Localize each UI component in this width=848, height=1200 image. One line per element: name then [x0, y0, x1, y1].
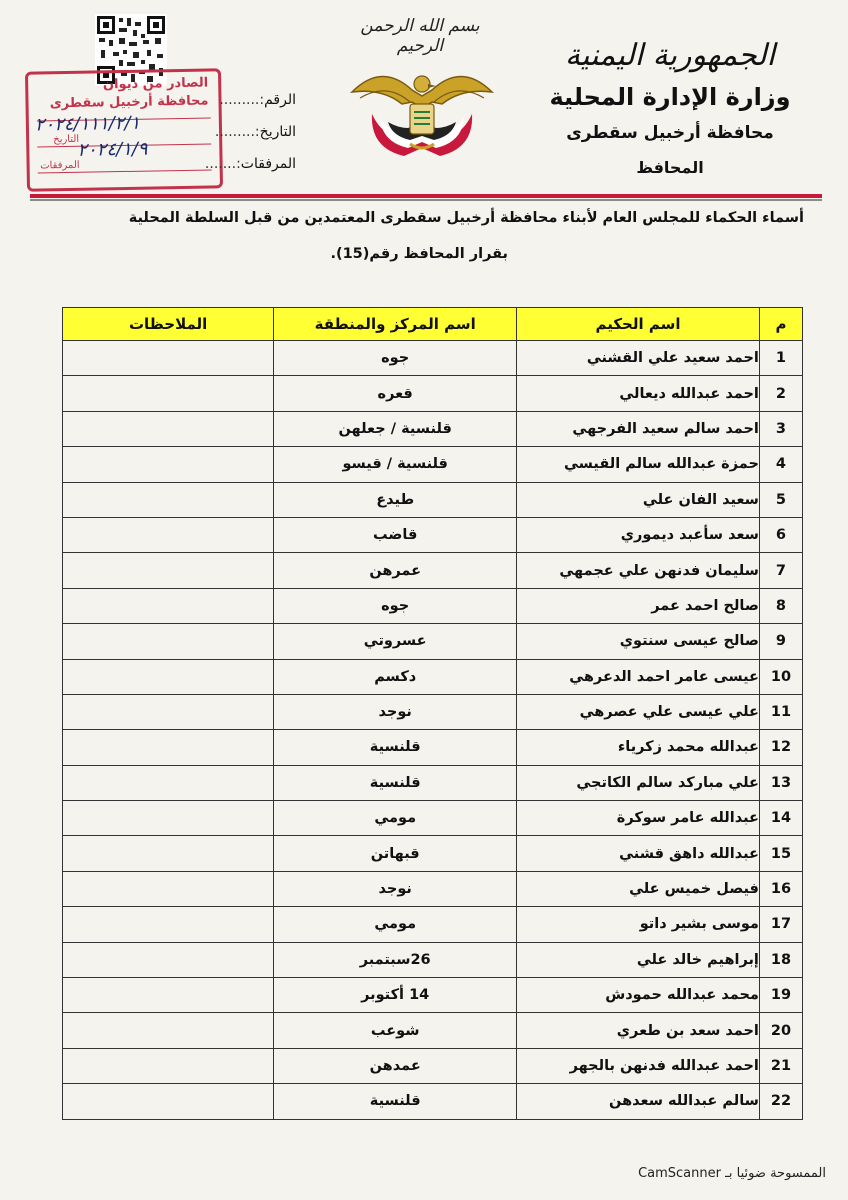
document-title: أسماء الحكماء للمجلس العام لأبناء محافظة أرخبيل سقطرى المعتمدين من قبل السلطة المحلية — [128, 210, 804, 226]
table-row — [63, 1084, 803, 1119]
notes-cell — [63, 624, 274, 659]
notes-cell — [63, 447, 274, 482]
notes-cell — [63, 482, 274, 517]
label-attachments: المرفقات:....... — [204, 156, 296, 172]
office-name: المحافظ — [636, 158, 704, 177]
elders-table — [62, 307, 803, 1120]
elder-name: احمد عبدالله ديعالي — [517, 376, 760, 411]
elder-name: عبدالله عامر سوكرة — [517, 801, 760, 836]
center-area: مومي — [274, 801, 517, 836]
row-number: 12 — [759, 730, 802, 765]
center-area: جوه — [274, 341, 517, 376]
elder-name: علي عيسى علي عصرهي — [517, 694, 760, 729]
center-area: قعره — [274, 376, 517, 411]
center-area: 26سبتمبر — [274, 942, 517, 977]
center-area: قلنسية / قيسو — [274, 447, 517, 482]
table-row — [63, 801, 803, 836]
ministry-name: وزارة الإدارة المحلية — [549, 83, 791, 111]
center-area: قلنسية — [274, 765, 517, 800]
elder-name: إبراهيم خالد علي — [517, 942, 760, 977]
table-row — [63, 588, 803, 623]
elder-name: صالح احمد عمر — [517, 588, 760, 623]
elder-name: عبدالله محمد زكرياء — [517, 730, 760, 765]
row-number: 9 — [759, 624, 802, 659]
row-number: 6 — [759, 517, 802, 552]
notes-cell — [63, 517, 274, 552]
stamp-line-2: محافظة أرخبيل سقطرى — [49, 93, 209, 112]
table-row — [63, 341, 803, 376]
row-number: 1 — [759, 341, 802, 376]
center-area: طيدع — [274, 482, 517, 517]
table-row — [63, 517, 803, 552]
notes-cell — [63, 411, 274, 446]
center-area: قلنسية — [274, 730, 517, 765]
eagle-emblem-icon — [332, 52, 512, 162]
table-row — [63, 730, 803, 765]
table-row — [63, 1048, 803, 1083]
stamp-attach-label: المرفقات — [40, 159, 80, 172]
row-number: 8 — [759, 588, 802, 623]
table-row — [63, 694, 803, 729]
center-area: قبهاتن — [274, 836, 517, 871]
notes-cell — [63, 341, 274, 376]
notes-cell — [63, 553, 274, 588]
elder-name: صالح عيسى سنتوي — [517, 624, 760, 659]
row-number: 20 — [759, 1013, 802, 1048]
notes-cell — [63, 376, 274, 411]
republic-name: الجمهورية اليمنية — [564, 38, 776, 73]
elder-name: فيصل خميس علي — [517, 871, 760, 906]
elder-name: عيسى عامر احمد الدعرهي — [517, 659, 760, 694]
table-row — [63, 836, 803, 871]
elder-name: علي مباركد سالم الكاتجي — [517, 765, 760, 800]
row-number: 3 — [759, 411, 802, 446]
reference-labels — [206, 84, 296, 180]
col-notes: الملاحظات — [63, 308, 274, 341]
notes-cell — [63, 907, 274, 942]
table-row — [63, 871, 803, 906]
row-number: 11 — [759, 694, 802, 729]
center-area: عمرهن — [274, 553, 517, 588]
col-name: اسم الحكيم — [517, 308, 760, 341]
elder-name: احمد عبدالله فدنهن بالجهر — [517, 1048, 760, 1083]
elder-name: سالم عبدالله سعدهن — [517, 1084, 760, 1119]
table-row — [63, 765, 803, 800]
table-row — [63, 376, 803, 411]
document-subtitle: بقرار المحافظ رقم(15). — [330, 246, 508, 262]
notes-cell — [63, 978, 274, 1013]
divider-red — [30, 194, 822, 198]
stamp-date-label: التاريخ — [53, 133, 80, 146]
row-number: 5 — [759, 482, 802, 517]
center-area: نوجد — [274, 694, 517, 729]
divider-gray — [30, 199, 822, 201]
elder-name: سعيد الفان علي — [517, 482, 760, 517]
table-row — [63, 1013, 803, 1048]
table-row — [63, 624, 803, 659]
elder-name: احمد سعد بن طعري — [517, 1013, 760, 1048]
center-area: قلنسية / جعلهن — [274, 411, 517, 446]
center-area: جوه — [274, 588, 517, 623]
notes-cell — [63, 659, 274, 694]
row-number: 7 — [759, 553, 802, 588]
elder-name: موسى بشير داتو — [517, 907, 760, 942]
row-number: 16 — [759, 871, 802, 906]
received-stamp — [25, 68, 223, 191]
row-number: 14 — [759, 801, 802, 836]
elder-name: احمد سعيد علي القشني — [517, 341, 760, 376]
notes-cell — [63, 942, 274, 977]
col-area: اسم المركز والمنطقة — [274, 308, 517, 341]
notes-cell — [63, 836, 274, 871]
label-date: التاريخ:......... — [214, 124, 296, 140]
notes-cell — [63, 765, 274, 800]
center-area: شوعب — [274, 1013, 517, 1048]
center-area: مومي — [274, 907, 517, 942]
table-row — [63, 553, 803, 588]
elder-name: سعد سأعبد ديموري — [517, 517, 760, 552]
handwritten-number: ٢٠٢٤/١١١/٢/١ — [34, 112, 141, 136]
notes-cell — [63, 1013, 274, 1048]
row-number: 19 — [759, 978, 802, 1013]
row-number: 10 — [759, 659, 802, 694]
elder-name: سليمان فدنهن علي عجمهي — [517, 553, 760, 588]
notes-cell — [63, 801, 274, 836]
elder-name: احمد سالم سعيد الفرجهي — [517, 411, 760, 446]
basmala: بسم الله الرحمن الرحيم — [360, 16, 480, 56]
handwritten-date: ٢٠٢٤/١/٩ — [77, 138, 148, 161]
notes-cell — [63, 730, 274, 765]
scanner-watermark: الممسوحة ضوئيا بـ CamScanner — [638, 1166, 826, 1181]
notes-cell — [63, 694, 274, 729]
stamp-line-1: الصادر من ديوان — [102, 75, 209, 93]
row-number: 18 — [759, 942, 802, 977]
center-area: قاضب — [274, 517, 517, 552]
center-area: عمدهن — [274, 1048, 517, 1083]
table-row — [63, 411, 803, 446]
row-number: 21 — [759, 1048, 802, 1083]
table-row — [63, 659, 803, 694]
table-header-row — [63, 308, 803, 341]
elder-name: عبدالله داهق قشني — [517, 836, 760, 871]
row-number: 4 — [759, 447, 802, 482]
row-number: 15 — [759, 836, 802, 871]
center-area: نوجد — [274, 871, 517, 906]
center-area: قلنسية — [274, 1084, 517, 1119]
table-row — [63, 978, 803, 1013]
row-number: 17 — [759, 907, 802, 942]
letterhead — [540, 36, 800, 182]
notes-cell — [63, 871, 274, 906]
center-area: دكسم — [274, 659, 517, 694]
center-area: عسروتي — [274, 624, 517, 659]
notes-cell — [63, 1084, 274, 1119]
row-number: 22 — [759, 1084, 802, 1119]
table-row — [63, 447, 803, 482]
elder-name: محمد عبدالله حمودش — [517, 978, 760, 1013]
row-number: 2 — [759, 376, 802, 411]
col-number: م — [759, 308, 802, 341]
center-area: 14 أكتوبر — [274, 978, 517, 1013]
label-number: الرقم:......... — [219, 92, 296, 108]
table-row — [63, 907, 803, 942]
table-row — [63, 482, 803, 517]
notes-cell — [63, 1048, 274, 1083]
governorate-name: محافظة أرخبيل سقطرى — [566, 123, 774, 143]
notes-cell — [63, 588, 274, 623]
table-row — [63, 942, 803, 977]
elder-name: حمزة عبدالله سالم القيسي — [517, 447, 760, 482]
row-number: 13 — [759, 765, 802, 800]
